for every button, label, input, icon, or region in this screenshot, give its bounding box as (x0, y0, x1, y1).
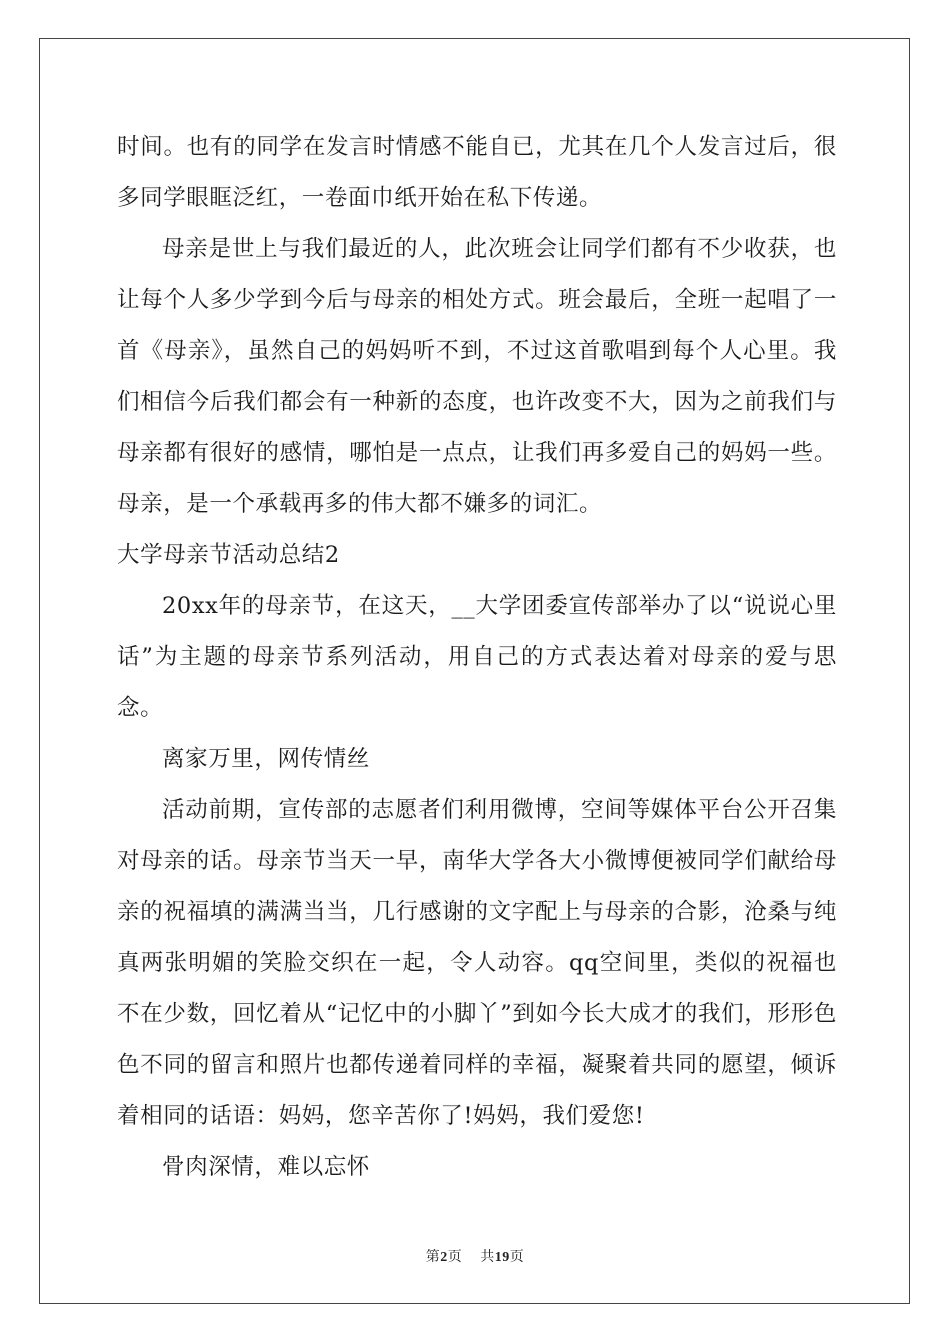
total-suffix: 页 (509, 1249, 525, 1265)
paragraph-1: 时间。也有的同学在发言时情感不能自已，尤其在几个人发言过后，很多同学眼眶泛红，一卷面巾纸开始在私下传递。 (117, 134, 837, 211)
page-number: 2 (440, 1250, 448, 1265)
paragraph-2: 母亲是世上与我们最近的人，此次班会让同学们都有不少收获，也让每个人多少学到今后与母亲的相处方式。班会最后，全班一起唱了一首《母亲》，虽然自己的妈妈听不到，不过这首歌唱到每个人心里。我们相信今后我们都会有一种新的态度，也许改变不大，因为之前我们与母亲都有很好的感情，哪怕是一点点，让我们再多爱自己的妈妈一些。母亲，是一个承载再多的伟大都不嫌多的词汇。 (117, 236, 837, 517)
page-prefix: 第 (425, 1249, 441, 1265)
subheading-1: 离家万里，网传情丝 (162, 746, 370, 772)
section-heading: 大学母亲节活动总结2 (117, 542, 340, 568)
paragraph-3: 20xx年的母亲节，在这天，__大学团委宣传部举办了以“说说心里话”为主题的母亲节系列活动，用自己的方式表达着对母亲的爱与思念。 (117, 593, 837, 721)
page-suffix: 页 (447, 1249, 463, 1265)
total-pages: 19 (494, 1250, 510, 1265)
page-footer (0, 1246, 950, 1266)
paragraph-4: 活动前期，宣传部的志愿者们利用微博，空间等媒体平台公开召集对母亲的话。母亲节当天一早，南华大学各大小微博便被同学们献给母亲的祝福填的满满当当，几行感谢的文字配上与母亲的合影，沧桑与纯真两张明媚的笑脸交织在一起，令人动容。qq空间里，类似的祝福也不在少数，回忆着从“记忆中的小脚丫”到如今长大成才的我们，形形色色不同的留言和照片也都传递着同样的幸福，凝聚着共同的愿望，倾诉着相同的话语：妈妈，您辛苦你了!妈妈，我们爱您! (117, 797, 837, 1129)
document-body (117, 122, 837, 1193)
total-prefix: 共 (480, 1249, 495, 1265)
subheading-2: 骨肉深情，难以忘怀 (162, 1154, 370, 1180)
